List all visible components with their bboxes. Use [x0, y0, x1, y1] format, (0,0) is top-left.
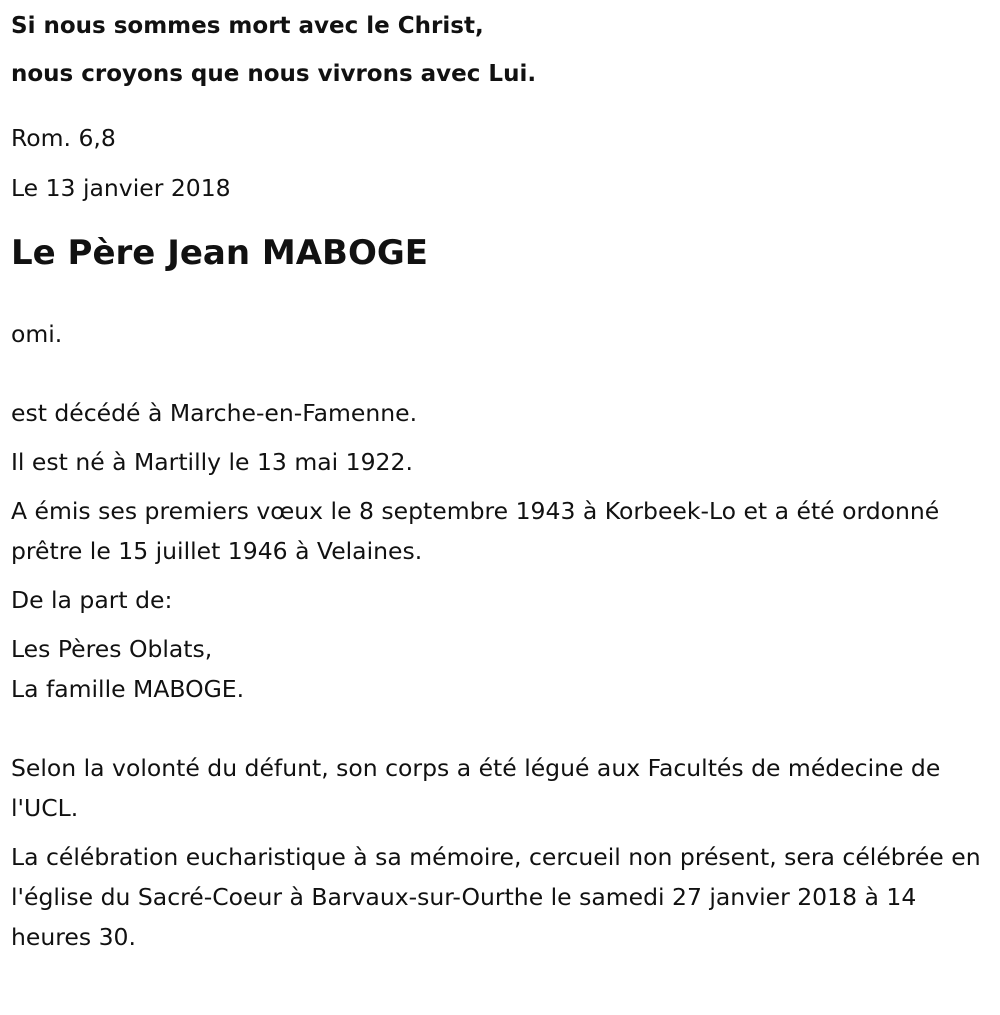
celebration-statement: La célébration eucharistique à sa mémoire, cercueil non présent, sera célébrée en l'église du Sacré-Coeur à Barvaux-sur-Ourthe le samedi 27 janvier 2018 à 14 heures 30.	[11, 843, 981, 951]
bible-verse-line-2: nous croyons que nous vivrons avec Lui.	[11, 61, 537, 87]
birth-statement: Il est né à Martilly le 13 mai 1922.	[11, 448, 413, 476]
family-list	[11, 629, 986, 709]
family-item: La famille MABOGE.	[11, 675, 245, 703]
order-title: omi.	[11, 320, 63, 348]
body-donation-statement: Selon la volonté du défunt, son corps a été légué aux Facultés de médecine de l'UCL.	[11, 754, 941, 822]
from-label: De la part de:	[11, 586, 173, 614]
bible-verse-line-1: Si nous sommes mort avec le Christ,	[11, 13, 484, 39]
notice-date: Le 13 janvier 2018	[11, 174, 231, 202]
death-statement: est décédé à Marche-en-Famenne.	[11, 399, 418, 427]
family-item: Les Pères Oblats,	[11, 635, 213, 663]
obituary-notice	[11, 0, 986, 957]
verse-reference: Rom. 6,8	[11, 124, 116, 152]
vows-statement: A émis ses premiers vœux le 8 septembre 1943 à Korbeek-Lo et a été ordonné prêtre le 15 juillet 1946 à Velaines.	[11, 497, 940, 565]
deceased-name: Le Père Jean MABOGE	[11, 233, 428, 273]
